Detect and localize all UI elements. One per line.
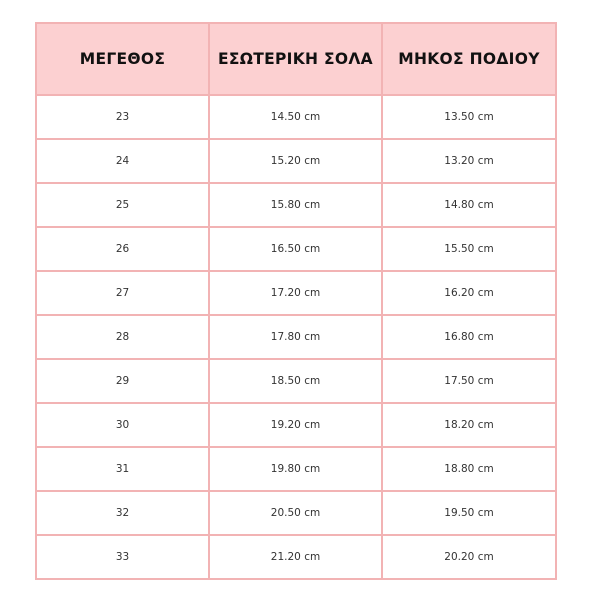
cell-insole-length: 15.20 cm — [209, 139, 382, 183]
table-row — [36, 403, 556, 447]
header-foot-length: ΜΗΚΟΣ ΠΟΔΙΟΥ — [382, 23, 556, 95]
cell-size: 27 — [36, 271, 209, 315]
cell-insole-length: 17.20 cm — [209, 271, 382, 315]
table-row — [36, 95, 556, 139]
cell-foot-length: 13.20 cm — [382, 139, 556, 183]
cell-foot-length: 20.20 cm — [382, 535, 556, 579]
cell-size: 23 — [36, 95, 209, 139]
cell-foot-length: 13.50 cm — [382, 95, 556, 139]
cell-size: 30 — [36, 403, 209, 447]
table-body — [36, 95, 556, 579]
cell-foot-length: 17.50 cm — [382, 359, 556, 403]
table-row — [36, 139, 556, 183]
table-row — [36, 315, 556, 359]
cell-foot-length: 16.20 cm — [382, 271, 556, 315]
cell-size: 33 — [36, 535, 209, 579]
cell-insole-length: 16.50 cm — [209, 227, 382, 271]
cell-insole-length: 15.80 cm — [209, 183, 382, 227]
header-insole-length: ΕΣΩΤΕΡΙΚΗ ΣΟΛΑ — [209, 23, 382, 95]
cell-foot-length: 19.50 cm — [382, 491, 556, 535]
cell-insole-length: 21.20 cm — [209, 535, 382, 579]
table-row — [36, 447, 556, 491]
cell-size: 32 — [36, 491, 209, 535]
table-row — [36, 491, 556, 535]
table-row — [36, 271, 556, 315]
cell-size: 24 — [36, 139, 209, 183]
header-size: ΜΕΓΕΘΟΣ — [36, 23, 209, 95]
cell-insole-length: 17.80 cm — [209, 315, 382, 359]
cell-insole-length: 18.50 cm — [209, 359, 382, 403]
header-row — [36, 23, 556, 95]
cell-foot-length: 14.80 cm — [382, 183, 556, 227]
table-row — [36, 535, 556, 579]
cell-insole-length: 19.20 cm — [209, 403, 382, 447]
cell-foot-length: 15.50 cm — [382, 227, 556, 271]
cell-foot-length: 18.20 cm — [382, 403, 556, 447]
cell-size: 28 — [36, 315, 209, 359]
cell-insole-length: 14.50 cm — [209, 95, 382, 139]
cell-size: 25 — [36, 183, 209, 227]
cell-size: 26 — [36, 227, 209, 271]
cell-size: 29 — [36, 359, 209, 403]
table-row — [36, 183, 556, 227]
cell-size: 31 — [36, 447, 209, 491]
table-row — [36, 227, 556, 271]
table-row — [36, 359, 556, 403]
cell-insole-length: 19.80 cm — [209, 447, 382, 491]
cell-foot-length: 16.80 cm — [382, 315, 556, 359]
table-header — [36, 23, 556, 95]
cell-foot-length: 18.80 cm — [382, 447, 556, 491]
cell-insole-length: 20.50 cm — [209, 491, 382, 535]
size-chart-table — [35, 22, 557, 580]
